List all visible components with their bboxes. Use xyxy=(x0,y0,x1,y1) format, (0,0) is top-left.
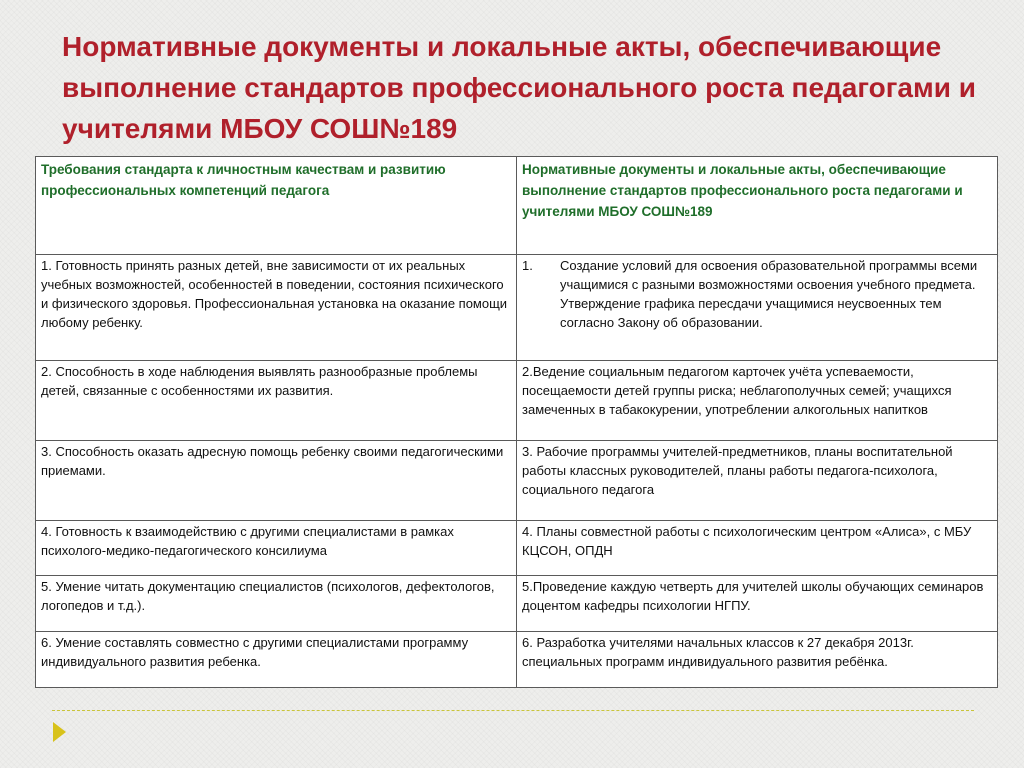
table-row xyxy=(36,576,998,632)
requirement-cell: 4. Готовность к взаимодействию с другими специалистами в рамках психолого-медико-педагогического консилиума xyxy=(36,521,517,576)
requirement-cell: 1. Готовность принять разных детей, вне зависимости от их реальных учебных возможностей, особенностей в поведении, состояния психического и физического здоровья. Профессиональная установка на оказание помощи любому ребенку. xyxy=(36,255,517,361)
table-row xyxy=(36,361,998,441)
numbered-list-item xyxy=(522,256,993,332)
table-header-row xyxy=(36,157,998,255)
document-cell: 2.Ведение социальным педагогом карточек учёта успеваемости, посещаемости детей группы риска; неблагополучных семей; учащихся замеченных в табакокурении, употреблении алкогольных напитков xyxy=(517,361,998,441)
document-cell: 3. Рабочие программы учителей-предметников, планы воспитательной работы классных руководителей, планы работы педагога-психолога, социального педагога xyxy=(517,441,998,521)
header-cell-requirements: Требования стандарта к личностным качествам и развитию профессиональных компетенций педагога xyxy=(36,157,517,255)
document-cell: 6. Разработка учителями начальных классов к 27 декабря 2013г. специальных программ индивидуального развития ребёнка. xyxy=(517,632,998,688)
list-text: Создание условий для освоения образовательной программы всеми учащимися с разными возможностями освоения учебного предмета. Утверждение графика пересдачи учащимися неусвоенных тем согласно Закону об образовании. xyxy=(560,258,978,330)
table-row xyxy=(36,441,998,521)
requirement-cell: 5. Умение читать документацию специалистов (психологов, дефектологов, логопедов и т.д.). xyxy=(36,576,517,632)
requirement-cell: 6. Умение составлять совместно с другими специалистами программу индивидуального развития ребенка. xyxy=(36,632,517,688)
document-cell: 4. Планы совместной работы с психологическим центром «Алиса», с МБУ КЦСОН, ОПДН xyxy=(517,521,998,576)
document-cell xyxy=(517,255,998,361)
footer-divider xyxy=(52,710,974,711)
table-row xyxy=(36,255,998,361)
table-row xyxy=(36,632,998,688)
header-cell-documents: Нормативные документы и локальные акты, обеспечивающие выполнение стандартов профессионального роста педагогами и учителями МБОУ СОШ№189 xyxy=(517,157,998,255)
list-number: 1. xyxy=(522,258,533,273)
documents-table-container xyxy=(35,156,997,687)
slide-title: Нормативные документы и локальные акты, обеспечивающие выполнение стандартов профессионального роста педагогами и учителями МБОУ СОШ№189 xyxy=(62,31,976,144)
requirement-cell: 3. Способность оказать адресную помощь ребенку своими педагогическими приемами. xyxy=(36,441,517,521)
requirement-cell: 2. Способность в ходе наблюдения выявлять разнообразные проблемы детей, связанные с особенностями их развития. xyxy=(36,361,517,441)
table-row xyxy=(36,521,998,576)
triangle-arrow-icon xyxy=(53,722,66,742)
document-cell: 5.Проведение каждую четверть для учителей школы обучающих семинаров доцентом кафедры психологии НГПУ. xyxy=(517,576,998,632)
documents-table xyxy=(35,156,998,688)
